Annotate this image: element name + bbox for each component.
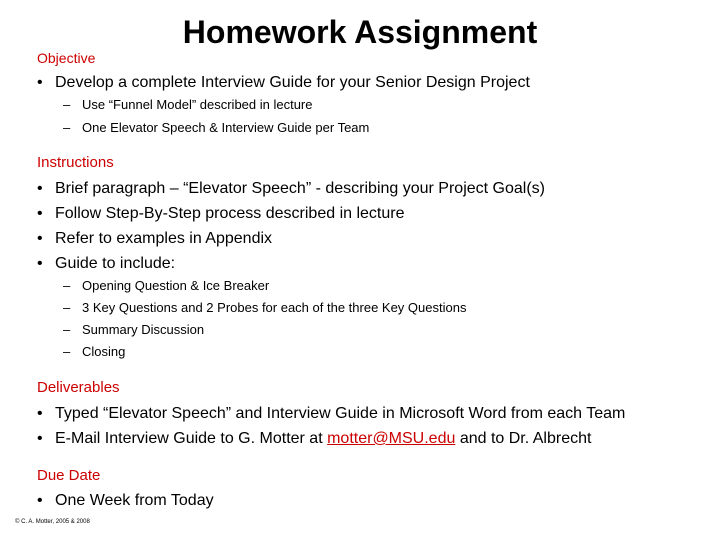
slide-title: Homework Assignment [182, 14, 538, 50]
bullet-text: Typed “Elevator Speech” and Interview Guide in Microsoft Word from each Team [55, 405, 626, 422]
dash: – [63, 344, 71, 359]
bullet-dot: • [37, 255, 43, 272]
bullet-dot: • [37, 230, 43, 247]
subbullet-text: Summary Discussion [82, 322, 205, 337]
dash: – [63, 97, 71, 112]
bullet-text [55, 430, 591, 448]
dash: – [63, 120, 71, 135]
email-link[interactable]: motter@MSU.edu [327, 430, 456, 447]
bullet-text: Refer to examples in Appendix [55, 230, 273, 247]
subbullet-text: One Elevator Speech & Interview Guide per Team [82, 120, 370, 135]
copyright-footer: © C. A. Motter, 2005 & 2008 [15, 519, 90, 525]
bullet-text: Brief paragraph – “Elevator Speech” - describing your Project Goal(s) [55, 180, 545, 197]
instructions-heading: Instructions [37, 154, 114, 171]
bullet-text: Follow Step-By-Step process described in lecture [55, 205, 405, 222]
bullet-dot: • [37, 405, 43, 422]
objective-heading: Objective [37, 50, 96, 66]
dash: – [63, 322, 71, 337]
subbullet-text: Closing [82, 344, 126, 359]
dash: – [63, 300, 71, 315]
bullet-dot: • [37, 430, 43, 447]
dash: – [63, 278, 71, 293]
email-prefix: E-Mail Interview Guide to G. Motter at [55, 430, 328, 447]
bullet-text: One Week from Today [55, 492, 214, 509]
subbullet-text: Use “Funnel Model” described in lecture [82, 97, 313, 112]
subbullet-text: 3 Key Questions and 2 Probes for each of the three Key Questions [82, 300, 467, 315]
bullet-text: Develop a complete Interview Guide for your Senior Design Project [55, 74, 530, 91]
bullet-dot: • [37, 180, 43, 197]
deliverables-heading: Deliverables [37, 379, 120, 396]
due-date-heading: Due Date [37, 467, 101, 484]
bullet-dot: • [37, 74, 43, 91]
email-suffix: and to Dr. Albrecht [455, 430, 592, 447]
bullet-dot: • [37, 492, 43, 509]
bullet-text: Guide to include: [55, 255, 176, 272]
subbullet-text: Opening Question & Ice Breaker [82, 278, 270, 293]
bullet-dot: • [37, 205, 43, 222]
